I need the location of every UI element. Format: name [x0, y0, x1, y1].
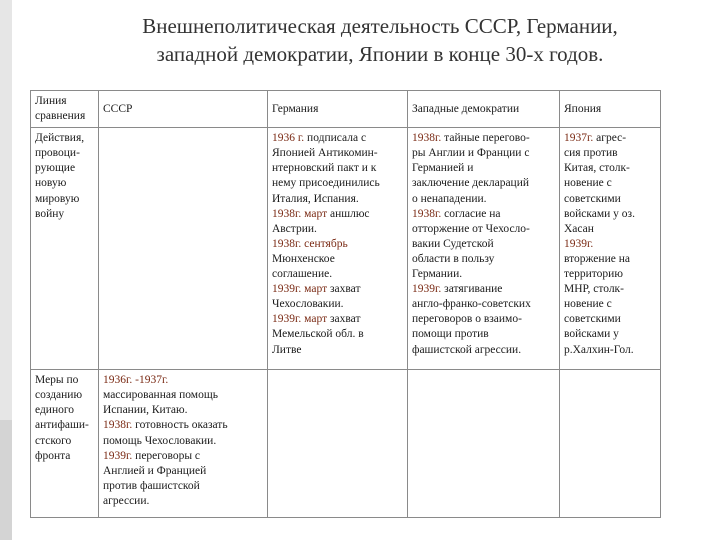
cell-text-line: стского	[35, 434, 72, 447]
cell-criterion	[31, 370, 99, 518]
cell-text-line: Германии.	[412, 268, 463, 281]
header-western: Западные демократии	[408, 91, 560, 128]
cell-text-line: 1938г. согласие на	[412, 207, 501, 220]
left-bar-accent	[0, 420, 12, 540]
cell-text-line: 1936 г. подписала с	[272, 132, 367, 145]
cell-text-line: единого	[35, 404, 75, 417]
cell-text-line: Мемельской обл. в	[272, 328, 364, 341]
cell-text-line: Германией и	[412, 162, 474, 175]
cell-text-line: Мюнхенское	[272, 252, 335, 265]
cell-text-line: 1938г. готовность оказать	[103, 419, 228, 432]
cell-text-line: новение с	[564, 298, 612, 311]
cell-text-line: англо-франко-советских	[412, 298, 531, 311]
cell-text-line: территорию	[564, 268, 623, 281]
cell-text-line: советскими	[564, 192, 621, 205]
cell-text-line: Меры по	[35, 374, 79, 387]
cell-western	[408, 128, 560, 370]
header-germany: Германия	[268, 91, 408, 128]
cell-text-line: помощь Чехословакии.	[103, 434, 217, 447]
cell-text-line: новую	[35, 177, 67, 190]
cell-text-line: Италия, Испания.	[272, 192, 359, 205]
cell-text-line: фронта	[35, 449, 71, 462]
cell-text-line: отторжение от Чехосло-	[412, 222, 530, 235]
cell-text-line: антифаши-	[35, 419, 89, 432]
cell-text-line: войсками у оз.	[564, 207, 635, 220]
cell-text-line: советскими	[564, 313, 621, 326]
date-highlight: 1938г.	[412, 132, 442, 145]
cell-text-line: Действия,	[35, 132, 85, 145]
table-row	[31, 370, 661, 518]
cell-text-line: мировую	[35, 192, 80, 205]
cell-text-line: заключение деклараций	[412, 177, 530, 190]
cell-criterion	[31, 128, 99, 370]
cell-text-line: войну	[35, 207, 65, 220]
cell-text-line: новение с	[564, 177, 612, 190]
cell-ussr	[99, 370, 268, 518]
cell-text-line: сия против	[564, 147, 618, 160]
date-highlight: 1939г.	[103, 449, 133, 462]
cell-text-line: провоци-	[35, 147, 80, 160]
cell-text-line: ры Англии и Франции с	[412, 147, 530, 160]
cell-text-line: нтерновский пакт и к	[272, 162, 377, 175]
cell-text-line: Чехословакии.	[272, 298, 344, 311]
cell-text-line: 1938г. март аншлюс	[272, 207, 370, 220]
date-highlight: 1939г.	[412, 283, 442, 296]
header-criterion-line: сравнения	[35, 110, 86, 123]
date-highlight: 1939г. март	[272, 313, 328, 326]
cell-text-line: Литве	[272, 343, 302, 356]
cell-text-line: Австрии.	[272, 222, 317, 235]
date-highlight: 1938г.	[103, 419, 133, 432]
cell-japan	[560, 370, 661, 518]
cell-text-line: фашистской агрессии.	[412, 343, 522, 356]
cell-text-line: Хасан	[564, 222, 594, 235]
cell-text-line: области в пользу	[412, 252, 495, 265]
cell-text-line: 1937г. агрес-	[564, 132, 627, 145]
cell-ussr	[99, 128, 268, 370]
cell-text-line: 1939г. затягивание	[412, 283, 503, 296]
title-line-1: Внешнеполитическая деятельность СССР, Германии,	[142, 14, 618, 38]
cell-text-line: созданию	[35, 389, 83, 402]
cell-text-line: помощи против	[412, 328, 489, 341]
date-highlight: 1937г.	[564, 132, 594, 145]
cell-text-line: рующие	[35, 162, 76, 175]
header-criterion	[31, 91, 99, 128]
table-header-row	[31, 91, 661, 128]
date-highlight: 1938г.	[412, 207, 442, 220]
cell-germany	[268, 128, 408, 370]
comparison-table	[30, 90, 661, 518]
date-highlight: 1936г. -1937г.	[103, 374, 169, 387]
cell-western	[408, 370, 560, 518]
cell-text-line: переговоров о взаимо-	[412, 313, 522, 326]
cell-text-line: о ненападении.	[412, 192, 487, 205]
cell-text-line: Китая, столк-	[564, 162, 630, 175]
cell-text-line: 1939г. март захват	[272, 283, 361, 296]
cell-text-line	[103, 373, 263, 388]
cell-text-line: МНР, столк-	[564, 283, 624, 296]
title-line-2: западной демократии, Японии в конце 30-х годов.	[156, 42, 604, 66]
cell-text-line: Испании, Китаю.	[103, 404, 188, 417]
header-ussr: СССР	[99, 91, 268, 128]
cell-japan	[560, 128, 661, 370]
cell-text-line: Англией и Францией	[103, 464, 207, 477]
date-highlight: 1936 г.	[272, 132, 305, 145]
cell-text-line: вторжение на	[564, 252, 630, 265]
date-highlight: 1938г. сентябрь	[272, 237, 348, 250]
left-decorative-bar	[0, 0, 12, 540]
cell-text-line: р.Халхин-Гол.	[564, 343, 634, 356]
slide-title	[40, 12, 720, 68]
cell-text-line: массированная помощь	[103, 389, 218, 402]
header-japan: Япония	[560, 91, 661, 128]
table-row	[31, 128, 661, 370]
cell-germany	[268, 370, 408, 518]
cell-text-line: 1939г. переговоры с	[103, 449, 201, 462]
cell-text-line	[272, 237, 403, 252]
date-highlight: 1938г. март	[272, 207, 328, 220]
cell-text-line: соглашение.	[272, 268, 333, 281]
cell-text-line	[564, 237, 656, 252]
date-highlight: 1939г. март	[272, 283, 328, 296]
cell-text-line: 1939г. март захват	[272, 313, 361, 326]
cell-text-line: Японией Антикомин-	[272, 147, 378, 160]
cell-text-line: 1938г. тайные перегово-	[412, 132, 530, 145]
header-criterion-line: Линия	[35, 95, 67, 107]
cell-text-line: против фашистской	[103, 479, 200, 492]
cell-text-line: вакии Судетской	[412, 237, 494, 250]
cell-text-line: нему присоединились	[272, 177, 380, 190]
cell-text-line: войсками у	[564, 328, 619, 341]
date-highlight: 1939г.	[564, 237, 594, 250]
cell-text-line: агрессии.	[103, 494, 150, 507]
